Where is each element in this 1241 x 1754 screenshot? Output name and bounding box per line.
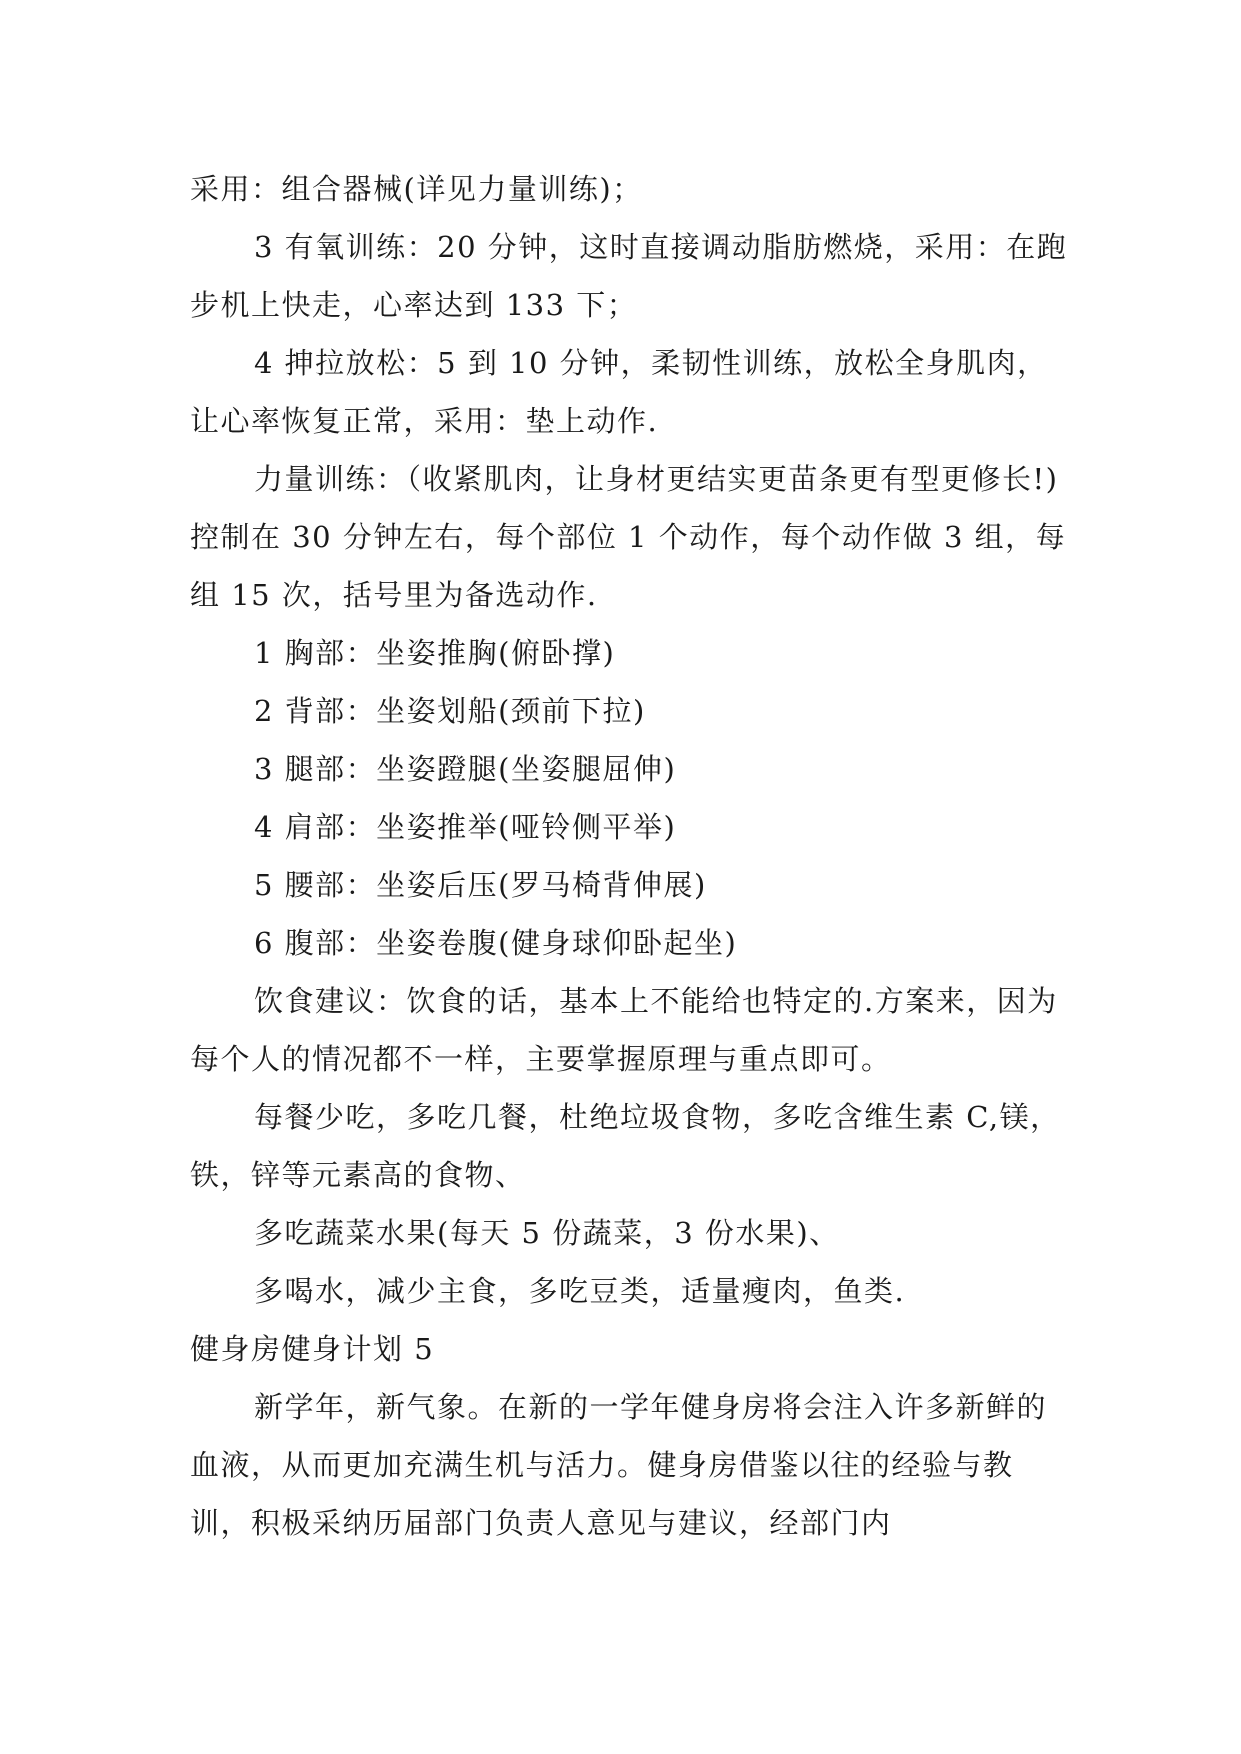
list-item: 3 腿部：坐姿蹬腿(坐姿腿屈伸) <box>254 752 677 786</box>
list-item: 2 背部：坐姿划船(颈前下拉) <box>254 694 646 728</box>
paragraph: 3 有氧训练：20 分钟，这时直接调动脂肪燃烧，采用：在跑步机上快走，心率达到 133 下； <box>190 230 1068 322</box>
paragraph: 力量训练：（收紧肌肉，让身材更结实更苗条更有型更修长!)控制在 30 分钟左右，每个部位 1 个动作，每个动作做 3 组，每组 15 次，括号里为备选动作. <box>190 462 1067 612</box>
paragraph: 新学年，新气象。在新的一学年健身房将会注入许多新鲜的血液，从而更加充满生机与活力。健身房借鉴以往的经验与教训，积极采纳历届部门负责人意见与建议，经部门内 <box>190 1390 1048 1540</box>
paragraph: 饮食建议：饮食的话，基本上不能给也特定的.方案来，因为每个人的情况都不一样，主要掌握原理与重点即可。 <box>190 984 1058 1076</box>
paragraph: 每餐少吃，多吃几餐，杜绝垃圾食物，多吃含维生素 C,镁，铁，锌等元素高的食物、 <box>190 1100 1061 1192</box>
document-body <box>190 160 1070 1552</box>
list-item: 5 腰部：坐姿后压(罗马椅背伸展) <box>254 868 707 902</box>
paragraph: 采用：组合器械(详见力量训练)； <box>190 172 643 206</box>
paragraph: 多喝水，减少主食，多吃豆类，适量瘦肉，鱼类. <box>254 1274 906 1308</box>
list-item: 1 胸部：坐姿推胸(俯卧撑) <box>254 636 616 670</box>
paragraph: 4 抻拉放松：5 到 10 分钟，柔韧性训练，放松全身肌肉，让心率恢复正常，采用：垫上动作. <box>190 346 1048 438</box>
list-item: 6 腹部：坐姿卷腹(健身球仰卧起坐) <box>254 926 738 960</box>
paragraph: 多吃蔬菜水果(每天 5 份蔬菜，3 份水果)、 <box>254 1216 840 1250</box>
section-heading: 健身房健身计划 5 <box>190 1332 435 1366</box>
list-item: 4 肩部：坐姿推举(哑铃侧平举) <box>254 810 677 844</box>
